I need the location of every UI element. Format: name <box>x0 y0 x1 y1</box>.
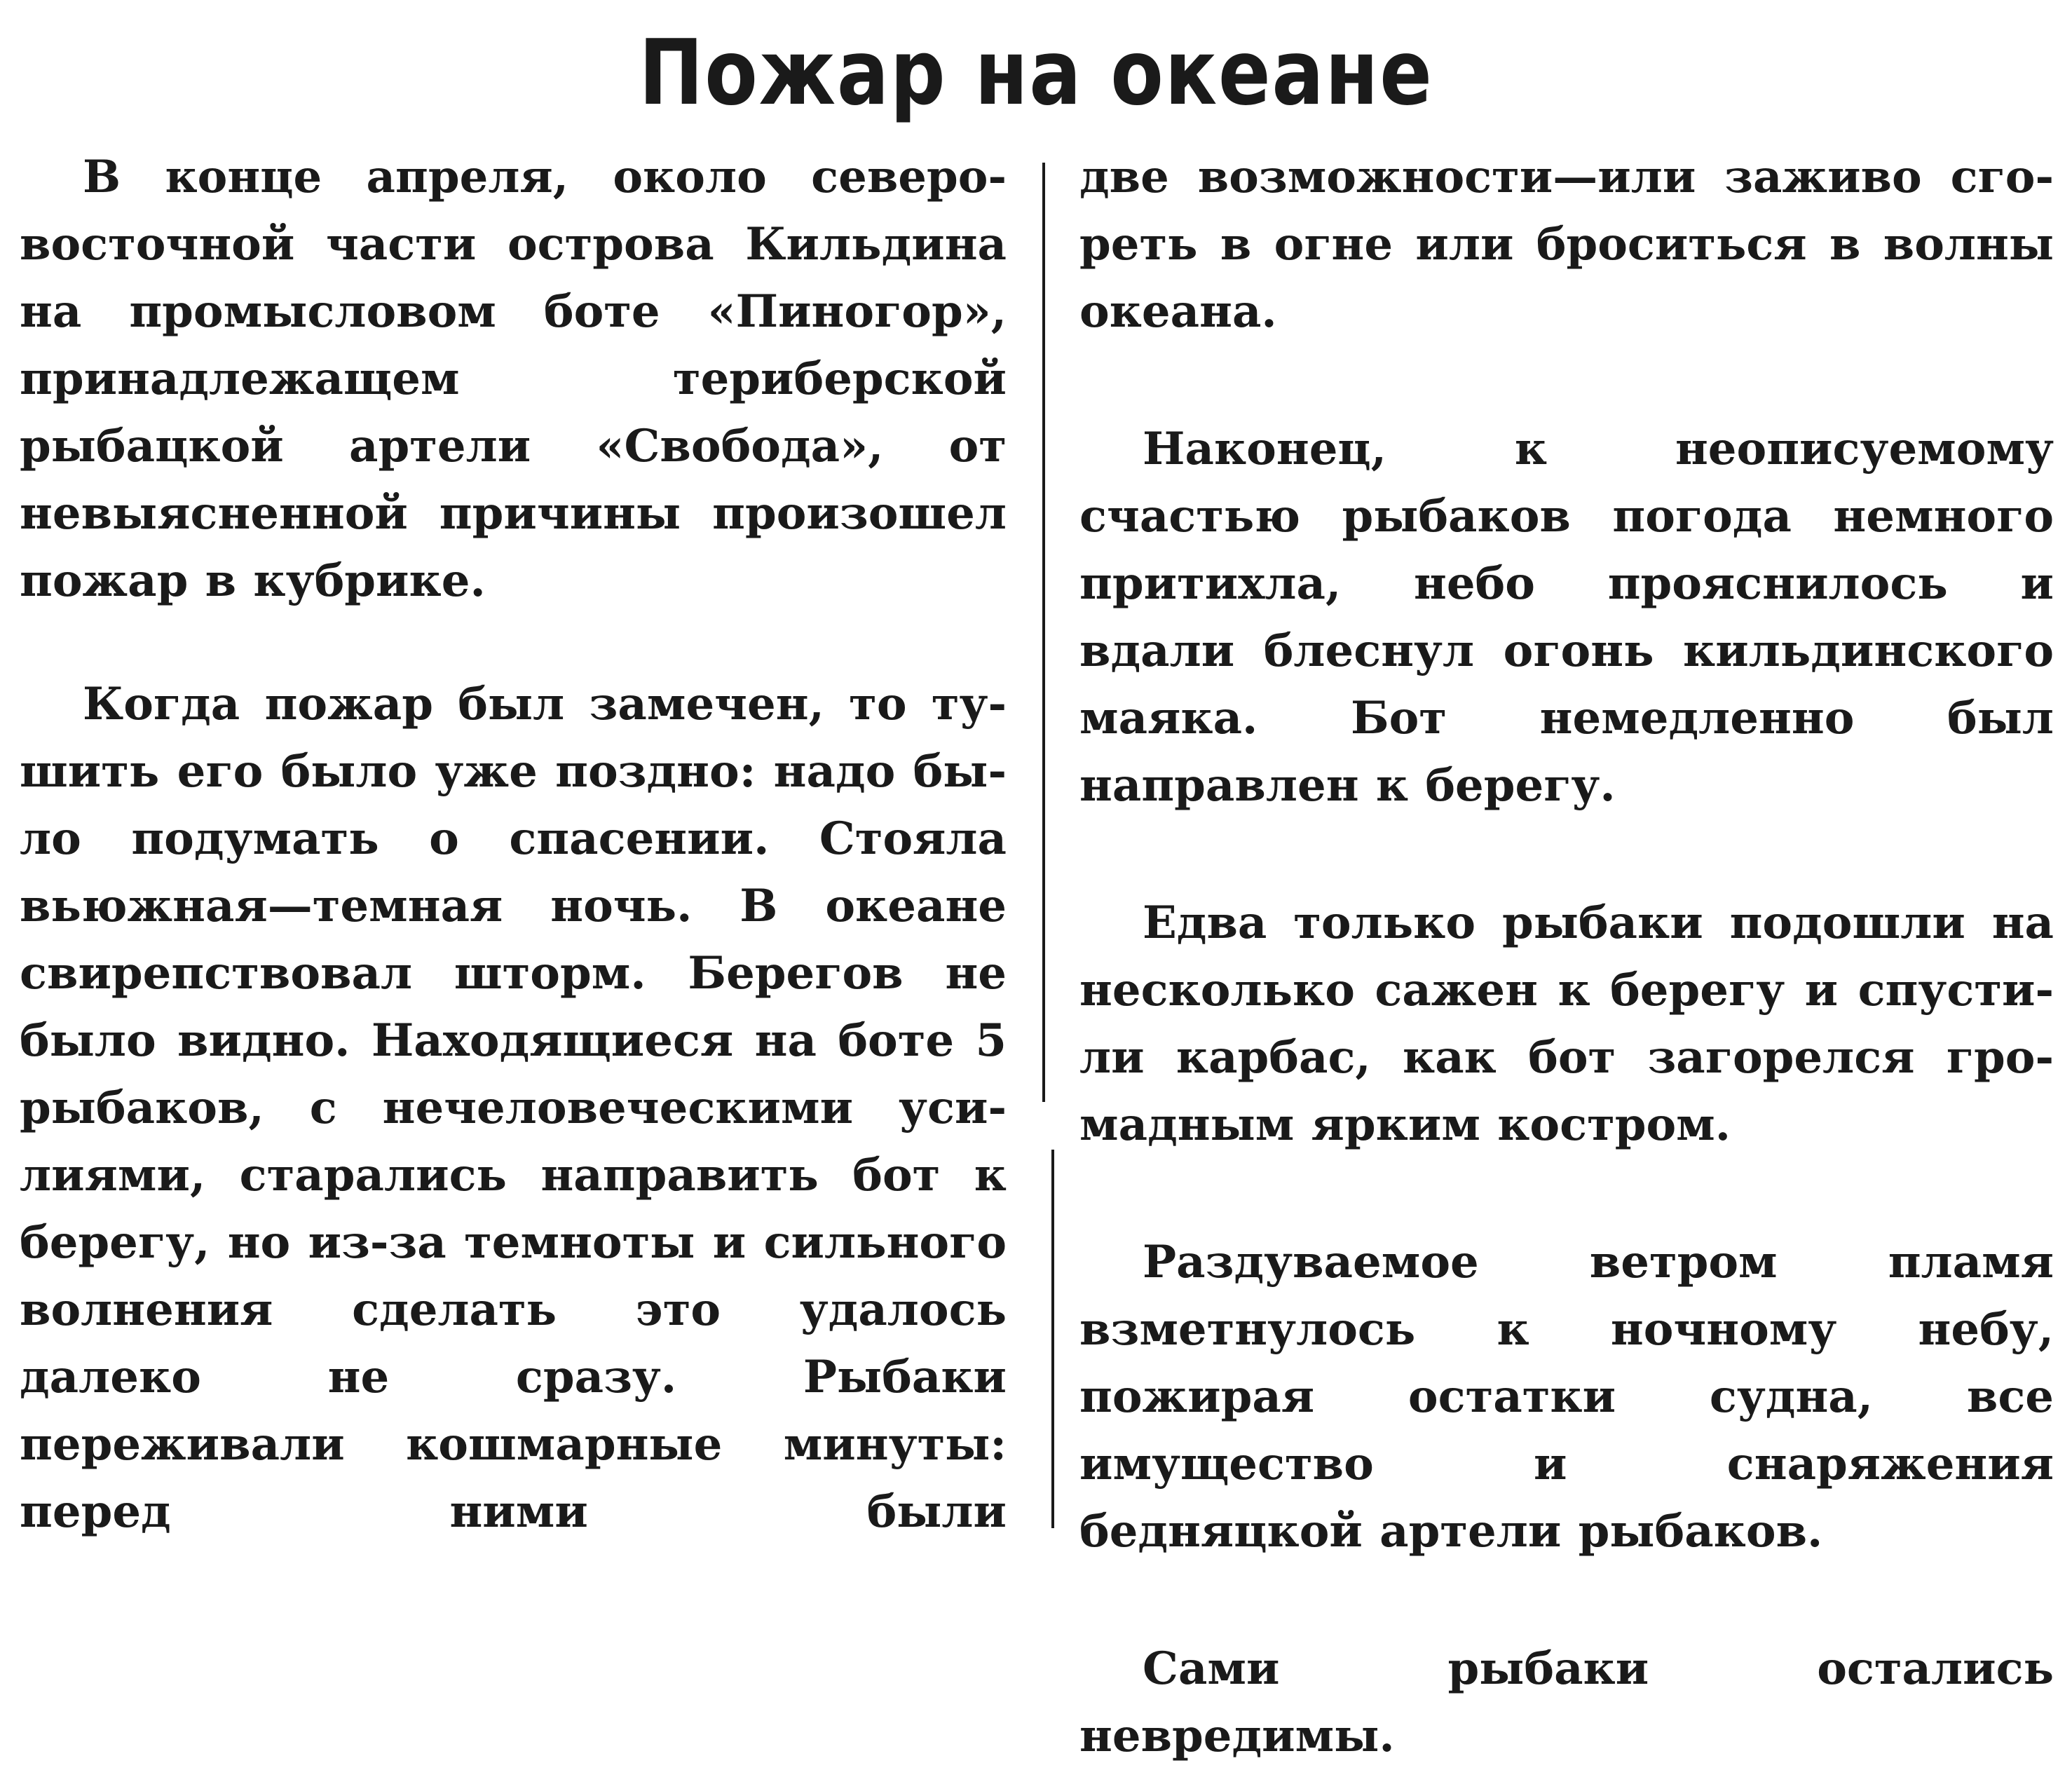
article-paragraph: В конце апреля, около северо-восточной части острова Кильдина на промысловом боте «Пиногор», принадлежащем териберской рыбацкой артели «Свобода», от невыясненной причины произошел пожар в кубрике. <box>20 151 1007 607</box>
article-title: Пожар на океане <box>639 21 1433 125</box>
article-paragraph: две возможности—или заживо сгореть в огне или броситься в волны океана. <box>1079 151 2054 338</box>
article-paragraph: Сами рыбаки остались невредимы. <box>1079 1642 2054 1762</box>
article-paragraph: Раздуваемое ветром пламя взметнулось к ночному небу, пожирая остатки судна, все имущество и снаряжения бедняцкой артели рыбаков. <box>1079 1236 2054 1558</box>
article-paragraph: Когда пожар был замечен, то тушить его было уже поздно: надо было подумать о спасении. Стояла вьюжная—темная ночь. В океане свирепствовал шторм. Берегов не было видно. Находящиеся на боте 5 рыбаков, с нечеловеческими усилиями, старались направить бот к берегу, но из-за темноты и сильного волнения сделать это удалось далеко не сразу. Рыбаки переживали кошмарные минуты: перед ними были <box>20 678 1007 1538</box>
article-paragraph: Едва только рыбаки подошли на несколько сажен к берегу и спустили карбас, как бот загорелся громадным ярким костром. <box>1079 897 2054 1151</box>
article-paragraph: Наконец, к неописуемому счастью рыбаков погода немного притихла, небо прояснилось и вдали блеснул огонь кильдинского маяка. Бот немедленно был направлен к берегу. <box>1079 423 2054 812</box>
left-column <box>20 144 1007 1546</box>
column-divider <box>1051 1150 1054 1528</box>
column-divider <box>1042 163 1045 1102</box>
right-column <box>1079 144 2054 1770</box>
